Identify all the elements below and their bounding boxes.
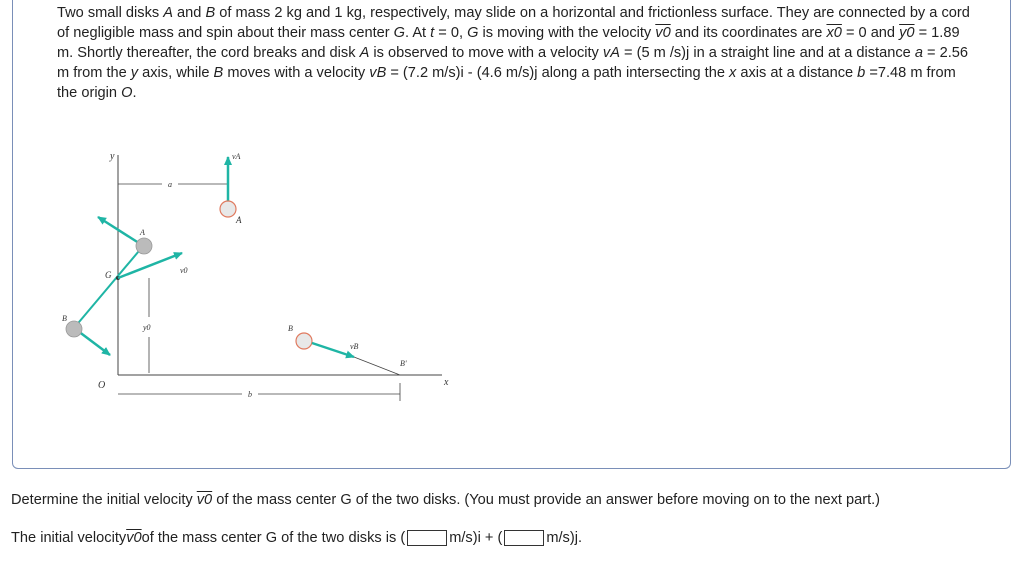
disk-b-final [296,333,312,349]
y0-label: y0 [143,323,151,332]
disk-a-final-label: A [236,215,242,225]
disk-a-initial [136,238,152,254]
y-axis-label: y [110,151,115,162]
disk-b-final-label: B [288,324,293,333]
answer-line: The initial velocity v0 of the mass center G of the two disks is ( m/s)i + ( m/s)j. [11,530,582,546]
v0-symbol: v0 [655,25,671,41]
question-text: Determine the initial velocity v0 of the mass center G of the two disks. (You must provide an answer before moving on to the next part.) [11,492,881,508]
origin-label: O [98,380,106,391]
answer-i-component-input[interactable] [407,530,447,546]
mass-center-label: G [105,270,112,280]
answer-j-component-input[interactable] [504,530,544,546]
problem-statement: Two small disks A and B of mass 2 kg and 1 kg, respectively, may slide on a horizontal and frictionless surface. They are connected by a cord of negligible mass and spin about their mass center G. At t = 0, G is moving with the velocity v0 and its coordinates are x0 = 0 and y0 = 1.89 m. Shortly thereafter, the cord breaks and disk A is observed to move with a velocity vA = (5 m /s)j in a straight line and at a distance a = 2.56 m from the y axis, while B moves with a velocity vB = (7.2 m/s)i - (4.6 m/s)j along a path intersecting the x axis at a distance b =7.48 m from the origin O. [57,5,970,101]
vb-arrow [312,343,354,357]
disk-b-initial-label: B [62,314,67,323]
v0-label: v0 [180,266,188,275]
vb-label: vB [350,342,359,351]
cord [74,245,144,328]
disk-a-initial-label: A [140,228,145,237]
disk-b-initial-velocity [78,331,110,355]
b-prime-label: B' [400,359,407,368]
disk-b-path [354,357,400,375]
two-disk-diagram [52,145,472,415]
disk-a-final [220,201,236,217]
x-axis-label: x [444,377,449,388]
va-label: vA [232,152,241,161]
disk-b-initial [66,321,82,337]
distance-a-label: a [168,180,172,189]
disk-a-initial-velocity [98,217,142,245]
distance-b-label: b [248,390,252,399]
